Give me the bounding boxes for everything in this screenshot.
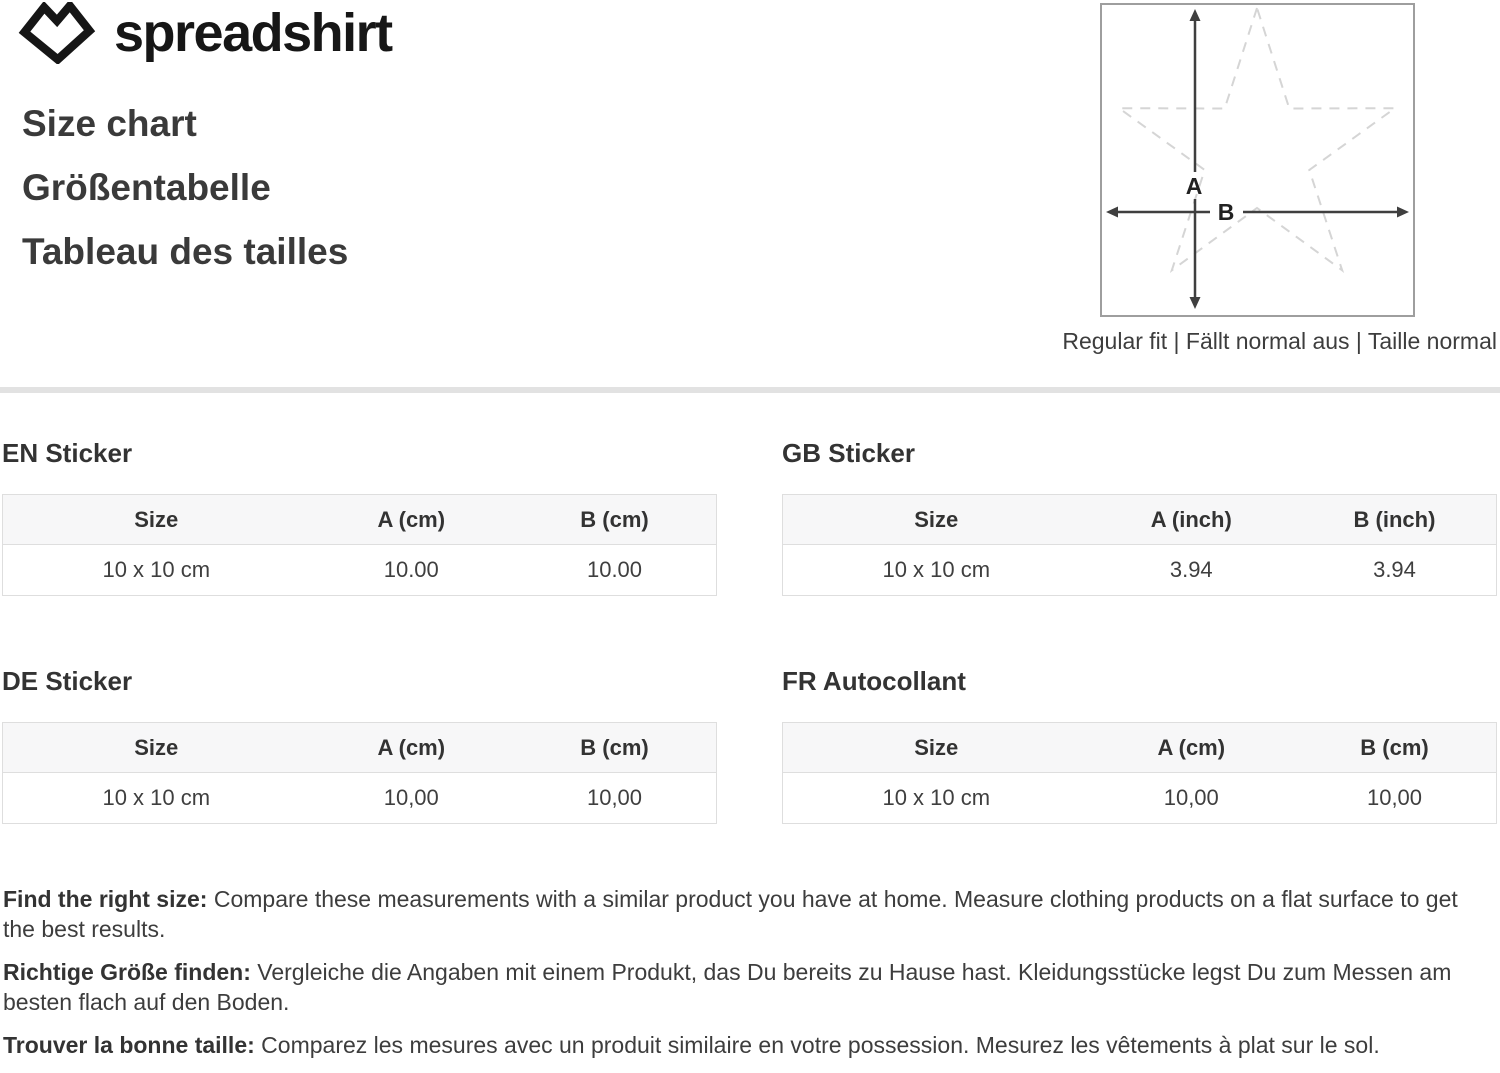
page-title-en: Size chart <box>22 103 197 144</box>
heart-logo-icon <box>18 2 96 64</box>
note-text-de: Vergleiche die Angaben mit einem Produkt, das Du bereits zu Hause hast. Kleidungsstücke legst Du zum Messen am besten flach auf den Boden. <box>3 959 1452 1015</box>
column-header-b: B (inch) <box>1293 495 1497 545</box>
note-lead-en: Find the right size: <box>3 886 208 912</box>
diagram-label-b: B <box>1217 199 1235 225</box>
size-table-de <box>2 722 717 824</box>
column-header-a: A (cm) <box>310 495 513 545</box>
size-cell: 10 x 10 cm <box>3 545 310 596</box>
note-text-fr: Comparez les mesures avec un produit similaire en votre possession. Mesurez les vêtements à plat sur le sol. <box>254 1032 1380 1058</box>
sizing-note-fr <box>3 1030 1490 1060</box>
note-lead-fr: Trouver la bonne taille: <box>3 1032 255 1058</box>
table-row <box>783 545 1497 596</box>
size-table-section-en <box>2 438 717 596</box>
column-header-size: Size <box>783 495 1090 545</box>
size-cell: 10 x 10 cm <box>783 773 1090 824</box>
sizing-note-de <box>3 957 1490 1017</box>
table-header-row <box>783 723 1497 773</box>
table-header-row <box>783 495 1497 545</box>
size-tables-grid <box>2 438 1497 824</box>
column-header-size: Size <box>3 723 310 773</box>
a-value-cell: 10,00 <box>1090 773 1293 824</box>
column-header-b: B (cm) <box>513 495 717 545</box>
column-header-b: B (cm) <box>513 723 717 773</box>
size-table-section-fr <box>782 666 1497 824</box>
size-cell: 10 x 10 cm <box>783 545 1090 596</box>
size-table-fr <box>782 722 1497 824</box>
column-header-size: Size <box>3 495 310 545</box>
note-lead-de: Richtige Größe finden: <box>3 959 251 985</box>
sizing-notes <box>3 884 1490 1073</box>
size-table-section-de <box>2 666 717 824</box>
note-text-en: Compare these measurements with a similar product you have at home. Measure clothing products on a flat surface to get the best results. <box>3 886 1458 942</box>
measurement-diagram <box>1100 3 1415 322</box>
diagram-frame <box>1101 4 1414 316</box>
column-header-a: A (inch) <box>1090 495 1293 545</box>
size-table-title-de: DE Sticker <box>2 666 133 696</box>
table-header-row <box>3 495 717 545</box>
section-divider <box>0 387 1500 393</box>
size-table-title-en: EN Sticker <box>2 438 133 468</box>
sizing-note-en <box>3 884 1490 944</box>
fit-caption: Regular fit | Fällt normal aus | Taille normal <box>1062 328 1497 354</box>
a-value-cell: 10,00 <box>310 773 513 824</box>
column-header-size: Size <box>783 723 1090 773</box>
size-table-gb <box>782 494 1497 596</box>
size-table-section-gb <box>782 438 1497 596</box>
size-table-title-gb: GB Sticker <box>782 438 915 468</box>
brand-name: spreadshirt <box>114 3 392 63</box>
b-value-cell: 10,00 <box>1293 773 1497 824</box>
b-value-cell: 10.00 <box>513 545 717 596</box>
size-table-en <box>2 494 717 596</box>
b-value-cell: 3.94 <box>1293 545 1497 596</box>
column-header-b: B (cm) <box>1293 723 1497 773</box>
size-cell: 10 x 10 cm <box>3 773 310 824</box>
a-value-cell: 10.00 <box>310 545 513 596</box>
a-value-cell: 3.94 <box>1090 545 1293 596</box>
page-title-de: Größentabelle <box>22 167 271 208</box>
column-header-a: A (cm) <box>1090 723 1293 773</box>
diagram-label-a: A <box>1185 173 1203 199</box>
page-titles <box>22 92 348 284</box>
column-header-a: A (cm) <box>310 723 513 773</box>
b-value-cell: 10,00 <box>513 773 717 824</box>
table-row <box>3 773 717 824</box>
page-title-fr: Tableau des tailles <box>22 231 349 272</box>
table-row <box>3 545 717 596</box>
table-header-row <box>3 723 717 773</box>
spreadshirt-logo <box>18 2 392 64</box>
table-row <box>783 773 1497 824</box>
size-table-title-fr: FR Autocollant <box>782 666 966 696</box>
